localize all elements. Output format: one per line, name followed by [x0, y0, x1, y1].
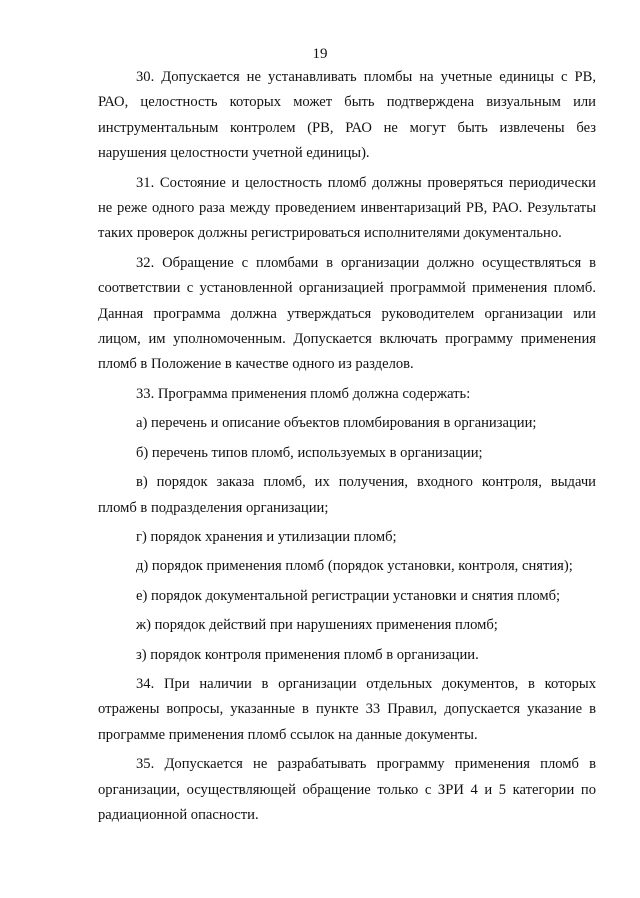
- paragraph-34: 34. При наличии в организации отдельных документов, в которых отражены вопросы, указанные в пункте 33 Правил, допускается указание в программе применения пломб ссылок на данные документы.: [98, 675, 596, 743]
- paragraph-35: 35. Допускается не разрабатывать программу применения пломб в организации, осуществляющей обращение только с ЗРИ 4 и 5 категории по радиационной опасности.: [98, 756, 596, 823]
- list-item-e: е) порядок документальной регистрации установки и снятия пломб;: [136, 587, 561, 604]
- document-body: [98, 65, 596, 832]
- list-item-z: з) порядок контроля применения пломб в организации.: [136, 646, 479, 663]
- list-item-v: в) порядок заказа пломб, их получения, входного контроля, выдачи пломб в подразделения организации;: [98, 474, 596, 516]
- list-item-a: а) перечень и описание объектов пломбирования в организации;: [136, 415, 537, 432]
- list-item-d: д) порядок применения пломб (порядок установки, контроля, снятия);: [136, 558, 573, 575]
- paragraph-30: 30. Допускается не устанавливать пломбы на учетные единицы с РВ, РАО, целостность которых может быть подтверждена визуальным или инструментальным контролем (РВ, РАО не могут быть извлечены без нарушения целостности учетной единицы).: [98, 69, 596, 162]
- list-item-g: г) порядок хранения и утилизации пломб;: [136, 528, 397, 545]
- paragraph-33: 33. Программа применения пломб должна содержать:: [136, 385, 471, 402]
- paragraph-31: 31. Состояние и целостность пломб должны проверяться периодически не реже одного раза между проведением инвентаризаций РВ, РАО. Результаты таких проверок должны регистрироваться исполнителями документально.: [98, 174, 596, 242]
- page-number: 19: [312, 46, 328, 62]
- list-item-zh: ж) порядок действий при нарушениях применения пломб;: [136, 617, 498, 634]
- paragraph-32: 32. Обращение с пломбами в организации должно осуществляться в соответствии с установленной организацией программой применения пломб. Данная программа должна утверждаться руководителем организации или лицом, им уполномоченным. Допускается включать программу применения пломб в Положение в качестве одного из разделов.: [98, 254, 596, 373]
- list-item-b: б) перечень типов пломб, используемых в организации;: [136, 444, 483, 461]
